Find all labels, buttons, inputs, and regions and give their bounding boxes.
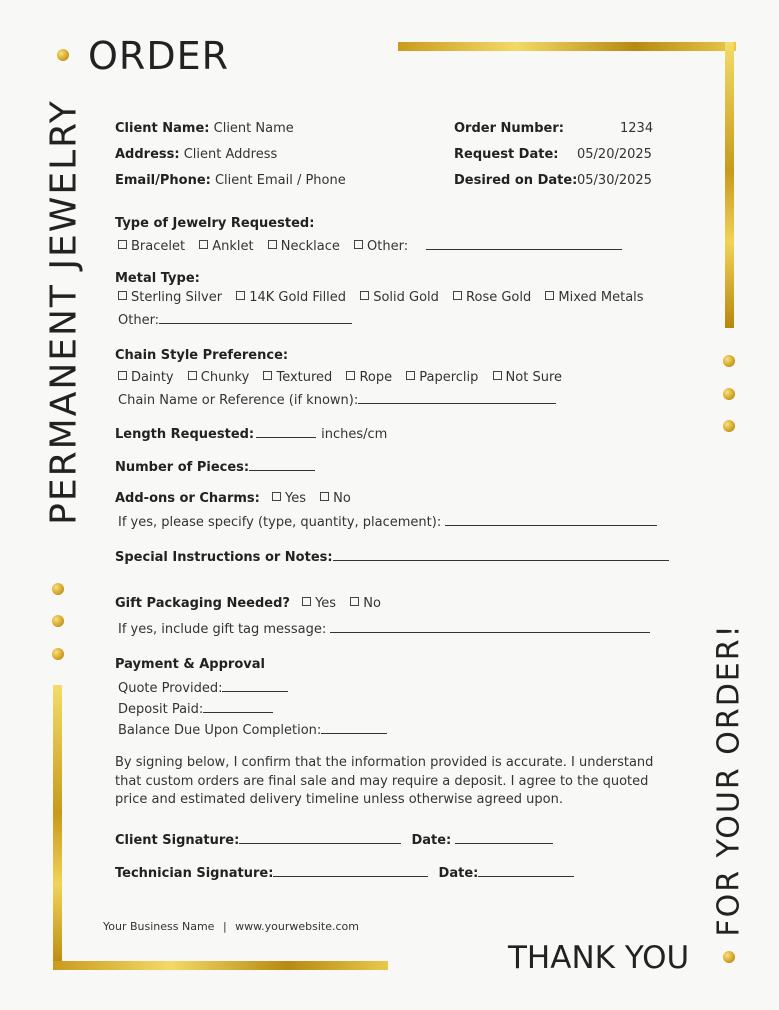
checkbox-chunky[interactable]: Chunky: [188, 370, 250, 385]
checkbox-icon: [320, 492, 329, 501]
client-address-value[interactable]: Client Address: [183, 147, 278, 162]
checkbox-rope[interactable]: Rope: [346, 370, 392, 385]
gold-dot: [723, 388, 735, 400]
balance-row: Balance Due Upon Completion:: [118, 721, 387, 738]
checkbox-icon: [453, 291, 462, 300]
gold-frame-left: [53, 685, 62, 970]
checkbox-14k-gold-filled[interactable]: 14K Gold Filled: [236, 290, 346, 305]
client-name-value[interactable]: Client Name: [213, 121, 294, 136]
technician-date-field[interactable]: [478, 864, 574, 877]
jewelry-type-options: [118, 237, 622, 254]
length-row: Length Requested: inches/cm: [115, 427, 388, 442]
gold-dot: [52, 615, 64, 627]
metal-other-row: Other:: [118, 311, 352, 328]
checkbox-icon: [199, 240, 208, 249]
checkbox-paperclip[interactable]: Paperclip: [406, 370, 478, 385]
special-instructions-field[interactable]: [333, 548, 669, 561]
gift-row: Gift Packaging Needed? Yes No: [115, 596, 381, 611]
technician-signature-row: Technician Signature: Date:: [115, 864, 574, 881]
technician-signature-field[interactable]: [273, 864, 428, 877]
gold-dot: [723, 420, 735, 432]
checkbox-sterling-silver[interactable]: Sterling Silver: [118, 290, 222, 305]
addons-row: Add-ons or Charms: Yes No: [115, 491, 351, 506]
client-name-row: Client Name: Client Name: [115, 121, 294, 136]
checkbox-icon: [346, 371, 355, 380]
addons-specify-row: If yes, please specify (type, quantity, placement):: [118, 513, 657, 530]
checkbox-icon: [118, 240, 127, 249]
client-date-field[interactable]: [455, 831, 553, 844]
chain-style-label: Chain Style Preference:: [115, 348, 289, 363]
checkbox-icon: [118, 291, 127, 300]
gold-dot: [723, 951, 735, 963]
checkbox-gift-no[interactable]: No: [350, 596, 381, 611]
payment-label: Payment & Approval: [115, 657, 265, 672]
pieces-row: Number of Pieces:: [115, 458, 315, 475]
gift-message-row: If yes, include gift tag message:: [118, 620, 650, 637]
order-number-label: Order Number:: [454, 121, 564, 136]
deposit-field[interactable]: [203, 700, 273, 713]
client-contact-row: Email/Phone: Client Email / Phone: [115, 173, 346, 188]
pieces-field[interactable]: [249, 458, 315, 471]
checkbox-necklace[interactable]: Necklace: [268, 239, 340, 254]
quote-row: Quote Provided:: [118, 679, 288, 696]
length-field[interactable]: [256, 425, 316, 438]
special-row: Special Instructions or Notes:: [115, 548, 669, 565]
checkbox-mixed-metals[interactable]: Mixed Metals: [545, 290, 643, 305]
agreement-text: By signing below, I confirm that the information provided is accurate. I understand that custom orders are final sale and may require a deposit. I agree to the quoted price and estimated delivery timeline unless otherwise agreed upon.: [115, 755, 654, 807]
checkbox-anklet[interactable]: Anklet: [199, 239, 253, 254]
gold-frame-bottom: [53, 961, 388, 970]
checkbox-icon: [354, 240, 363, 249]
jewelry-type-label: Type of Jewelry Requested:: [115, 216, 315, 231]
gold-dot: [52, 583, 64, 595]
vertical-title: PERMANENT JEWELRY: [43, 99, 85, 525]
client-signature-row: Client Signature: Date:: [115, 831, 553, 848]
website-link[interactable]: www.yourwebsite.com: [235, 920, 359, 933]
checkbox-icon: [302, 597, 311, 606]
metal-type-label: Metal Type:: [115, 271, 200, 286]
gold-frame-top: [398, 42, 736, 51]
vertical-thanks: FOR YOUR ORDER!: [711, 623, 747, 937]
chain-reference-field[interactable]: [358, 391, 556, 404]
gold-dot: [52, 648, 64, 660]
thank-you-text: THANK YOU: [508, 940, 690, 976]
gold-frame-right: [725, 42, 734, 328]
page-title: ORDER: [88, 34, 229, 78]
client-address-row: Address: Client Address: [115, 147, 278, 162]
checkbox-icon: [350, 597, 359, 606]
request-date-value[interactable]: 05/20/2025: [577, 147, 652, 162]
gold-dot: [723, 355, 735, 367]
order-number-value[interactable]: 1234: [620, 121, 654, 136]
checkbox-icon: [118, 371, 127, 380]
metal-type-options: [118, 290, 654, 305]
checkbox-rose-gold[interactable]: Rose Gold: [453, 290, 531, 305]
desired-date-label: Desired on Date:: [454, 173, 578, 188]
checkbox-bracelet[interactable]: Bracelet: [118, 239, 185, 254]
checkbox-icon: [188, 371, 197, 380]
checkbox-icon: [268, 240, 277, 249]
deposit-row: Deposit Paid:: [118, 700, 273, 717]
checkbox-gift-yes[interactable]: Yes: [302, 596, 336, 611]
checkbox-solid-gold[interactable]: Solid Gold: [360, 290, 439, 305]
metal-other-field[interactable]: [159, 311, 352, 324]
other-jewelry-field[interactable]: [426, 237, 622, 250]
desired-date-value[interactable]: 05/30/2025: [577, 173, 652, 188]
gold-dot: [57, 49, 69, 61]
checkbox-addons-no[interactable]: No: [320, 491, 351, 506]
business-name: Your Business Name: [103, 920, 215, 933]
checkbox-icon: [360, 291, 369, 300]
checkbox-addons-yes[interactable]: Yes: [272, 491, 306, 506]
checkbox-icon: [272, 492, 281, 501]
balance-field[interactable]: [321, 721, 387, 734]
checkbox-icon: [236, 291, 245, 300]
addons-specify-field[interactable]: [445, 513, 657, 526]
client-signature-field[interactable]: [239, 831, 401, 844]
checkbox-icon: [406, 371, 415, 380]
gift-message-field[interactable]: [330, 620, 650, 633]
client-contact-value[interactable]: Client Email / Phone: [214, 173, 346, 188]
checkbox-dainty[interactable]: Dainty: [118, 370, 174, 385]
quote-field[interactable]: [222, 679, 288, 692]
checkbox-icon: [545, 291, 554, 300]
checkbox-textured[interactable]: Textured: [263, 370, 332, 385]
chain-reference-row: Chain Name or Reference (if known):: [118, 391, 556, 408]
checkbox-icon: [263, 371, 272, 380]
checkbox-not-sure[interactable]: Not Sure: [493, 370, 562, 385]
chain-style-options: [118, 370, 572, 385]
request-date-label: Request Date:: [454, 147, 559, 162]
checkbox-other[interactable]: Other:: [354, 239, 408, 254]
checkbox-icon: [493, 371, 502, 380]
footer: Your Business Name | www.yourwebsite.com: [103, 920, 359, 933]
